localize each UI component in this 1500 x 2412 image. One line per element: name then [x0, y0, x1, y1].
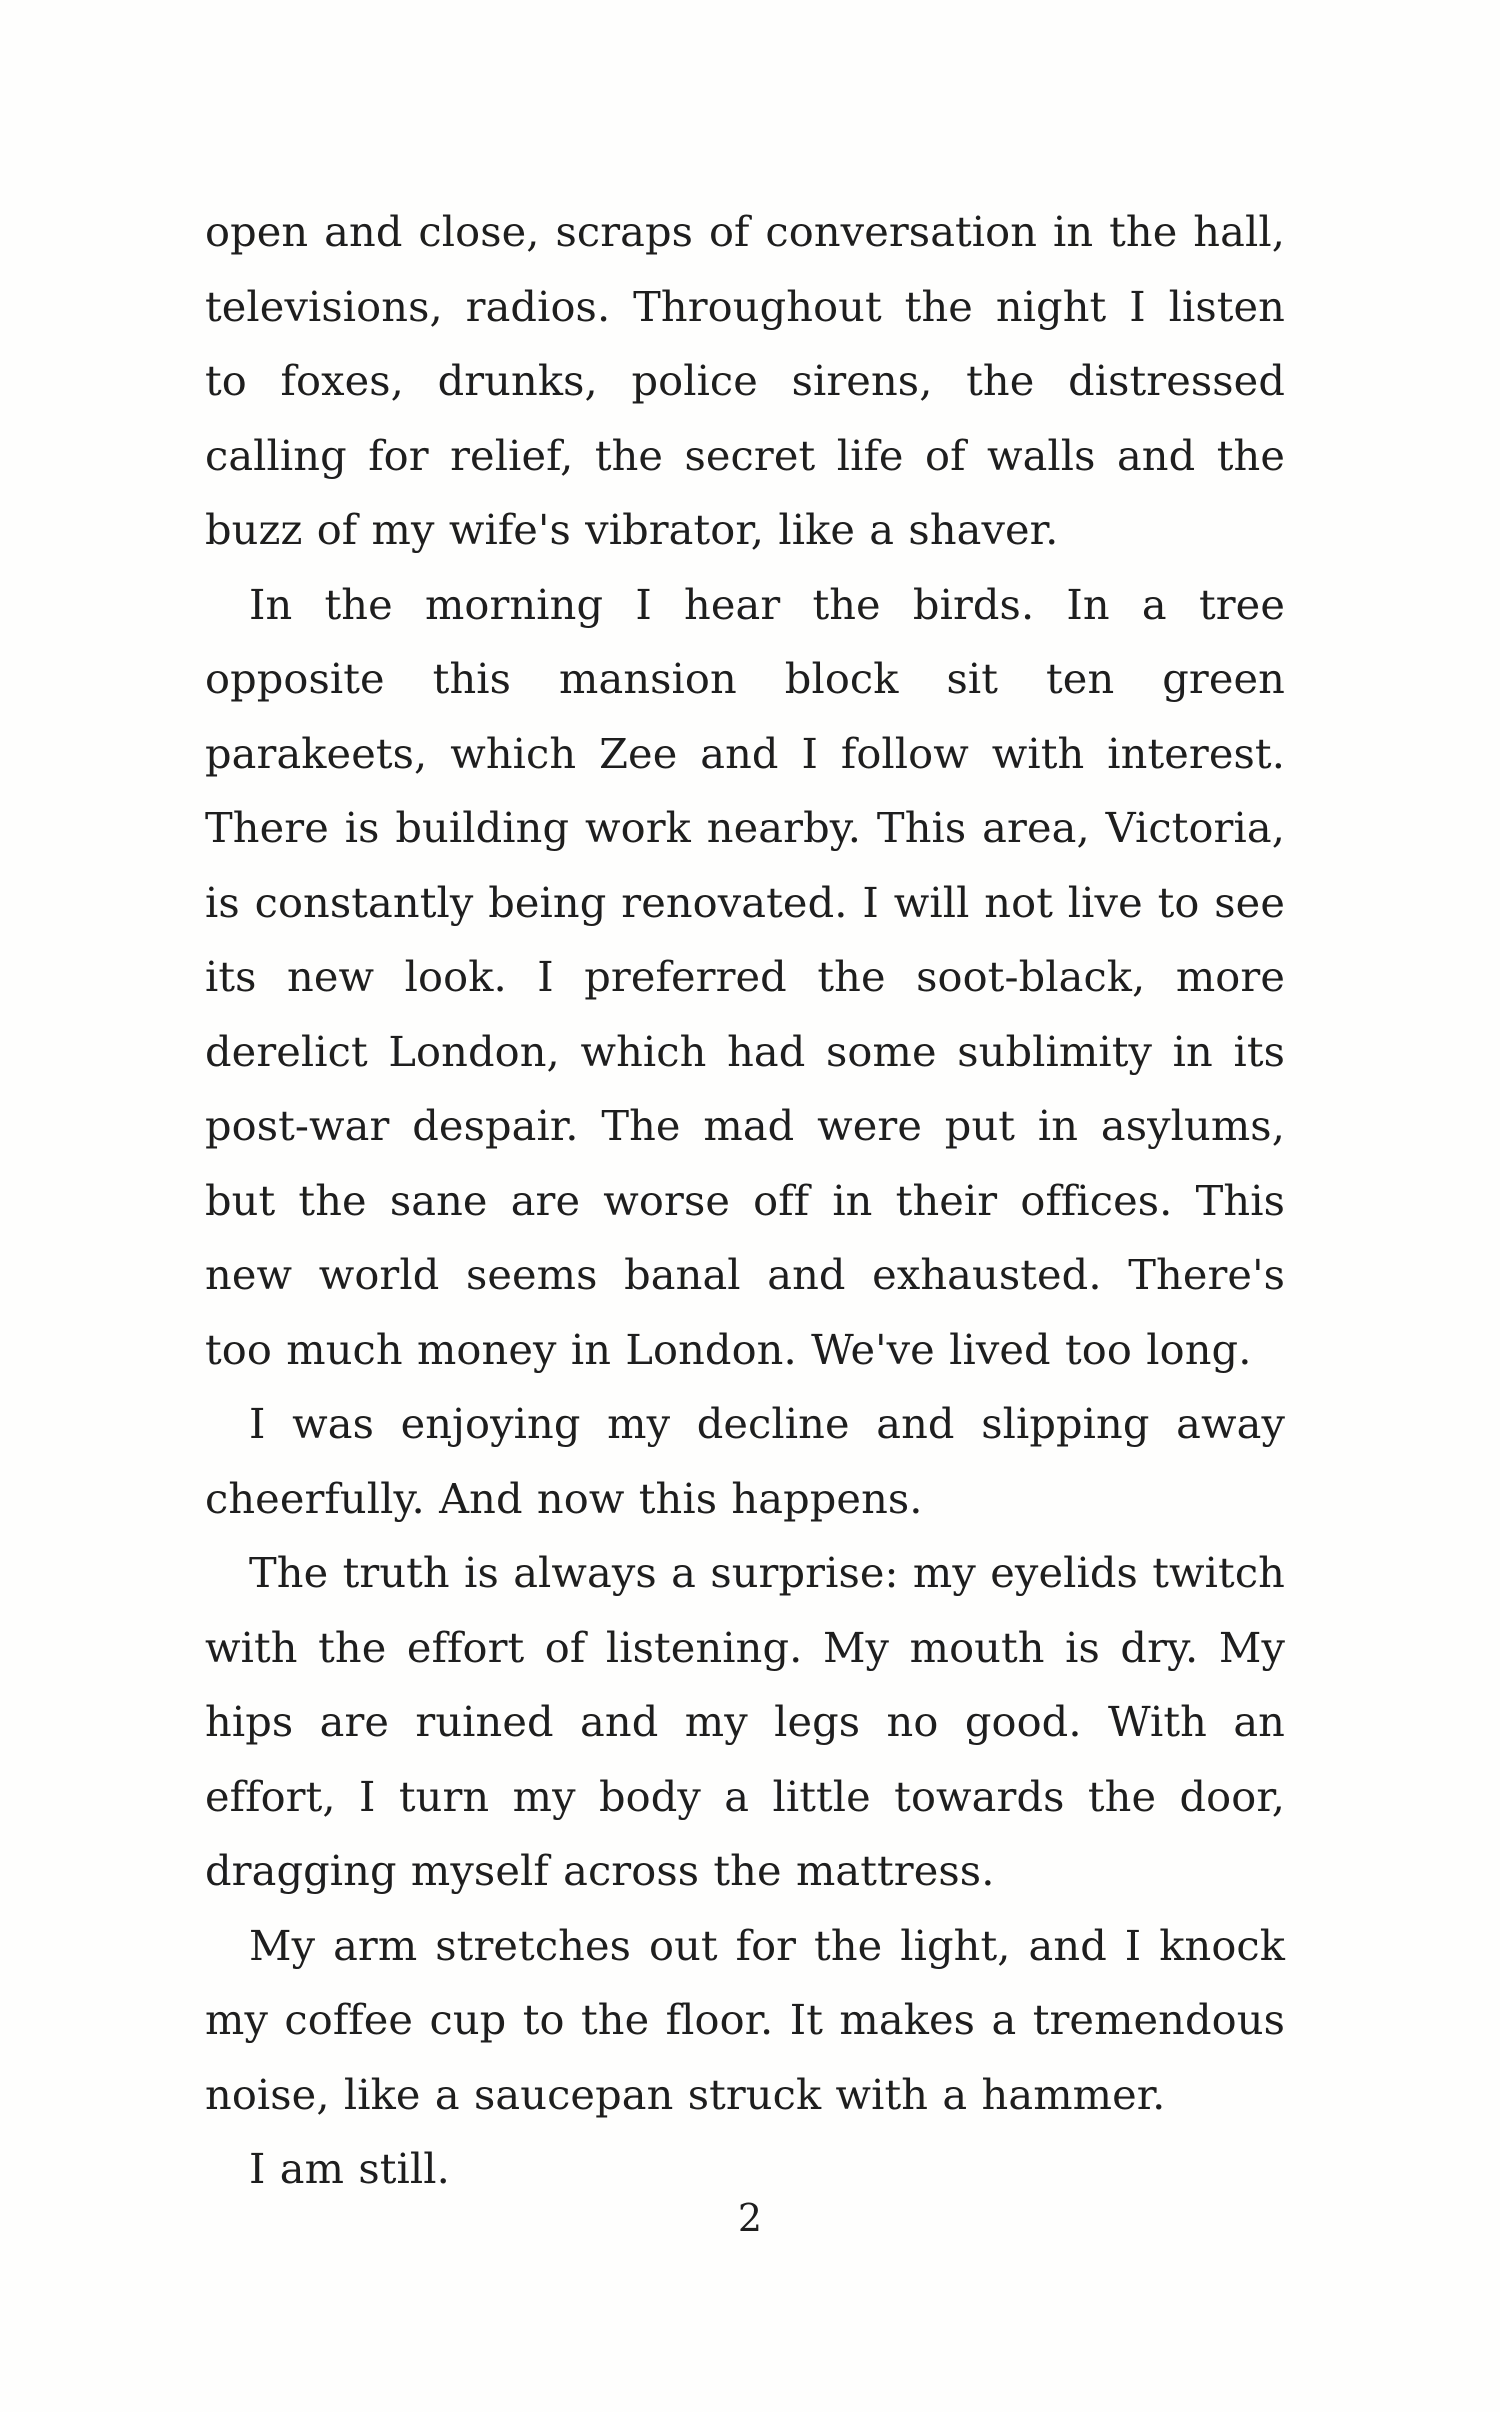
body-text: [205, 195, 1285, 2207]
paragraph: I am still.: [249, 2144, 450, 2193]
paragraph: open and close, scraps of conversation in the hall, televisions, radios. Throughout the night I listen to foxes, drunks, police sirens, the distressed calling for relief, the secret life of walls and the buzz of my wife's vibrator, like a shaver.: [205, 207, 1285, 554]
paragraph: I was enjoying my decline and slipping away cheerfully. And now this happens.: [205, 1399, 1285, 1523]
paragraph: The truth is always a surprise: my eyelids twitch with the effort of listening. My mouth is dry. My hips are ruined and my legs no good. With an effort, I turn my body a little towards the door, dragging myself across the mattress.: [205, 1548, 1285, 1895]
page-number: 2: [737, 2196, 763, 2240]
paragraph: My arm stretches out for the light, and I knock my coffee cup to the floor. It makes a tremendous noise, like a saucepan struck with a hammer.: [205, 1920, 1285, 2119]
paragraph: In the morning I hear the birds. In a tree opposite this mansion block sit ten green parakeets, which Zee and I follow with interest. There is building work nearby. This area, Victoria, is constantly being renovated. I will not live to see its new look. I preferred the soot-black, more derelict London, which had some sublimity in its post-war despair. The mad were put in asylums, but the sane are worse off in their offices. This new world seems banal and exhausted. There's too much money in London. We've lived too long.: [205, 579, 1285, 1374]
